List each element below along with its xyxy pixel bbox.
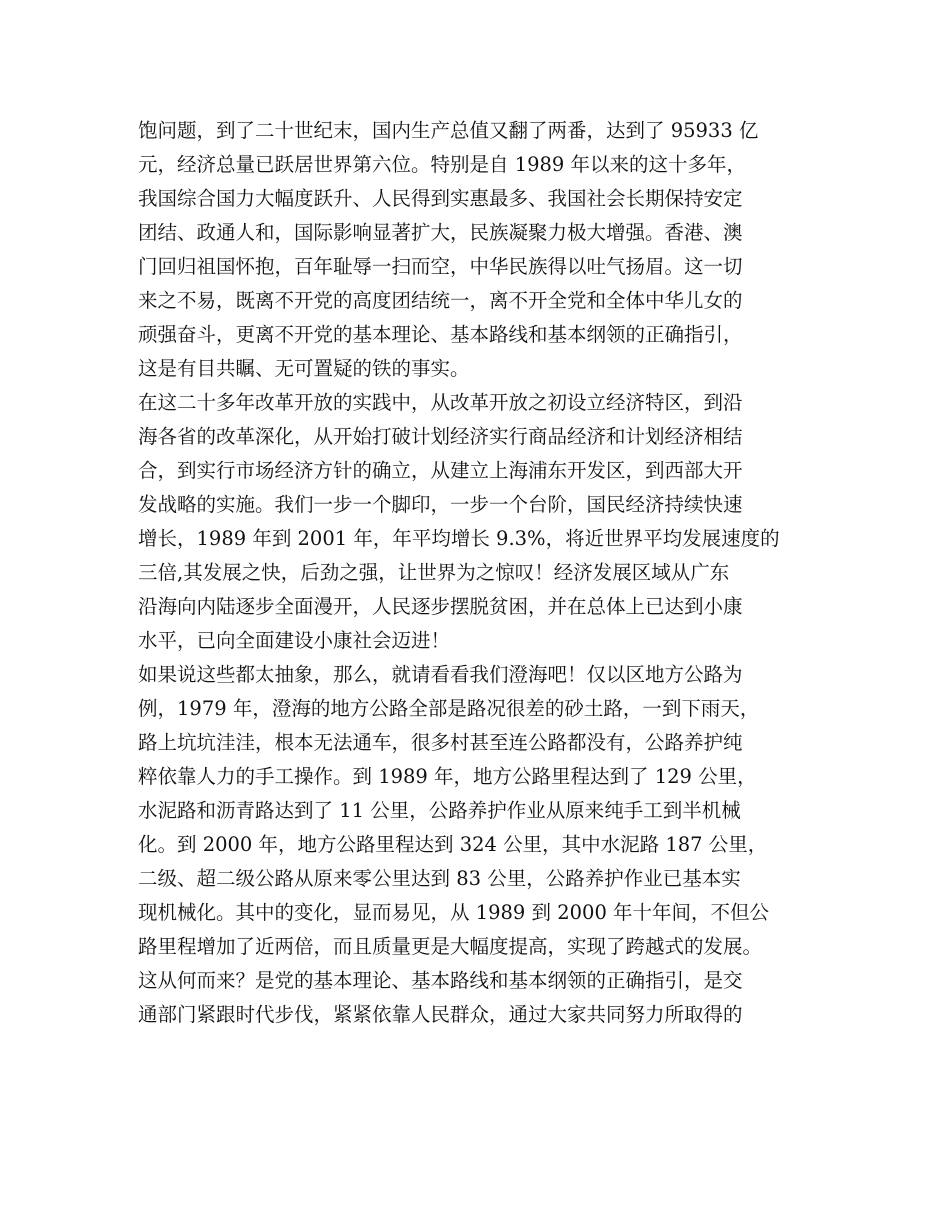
text-line: 如果说这些都太抽象，那么，就请看看我们澄海吧！仅以区地方公路为 — [138, 663, 743, 686]
paragraph-2 — [138, 386, 818, 658]
text-line: 合，到实行市场经济方针的确立，从建立上海浦东开发区，到西部大开 — [138, 459, 743, 482]
text-line: 沿海向内陆逐步全面漫开，人民逐步摆脱贫困，并在总体上已达到小康 — [138, 595, 743, 618]
paragraph-3 — [138, 658, 818, 1032]
text-line: 路里程增加了近两倍，而且质量更是大幅度提高，实现了跨越式的发展。 — [138, 935, 763, 958]
text-line: 在这二十多年改革开放的实践中，从改革开放之初设立经济特区，到沿 — [138, 391, 743, 414]
document-body — [138, 114, 818, 1032]
text-line: 路上坑坑洼洼，根本无法通车，很多村甚至连公路都没有，公路养护纯 — [138, 731, 743, 754]
text-line: 团结、政通人和，国际影响显著扩大，民族凝聚力极大增强。香港、澳 — [138, 221, 743, 244]
text-line: 海各省的改革深化，从开始打破计划经济实行商品经济和计划经济相结 — [138, 425, 743, 448]
paragraph-1 — [138, 114, 818, 386]
text-line: 二级、超二级公路从原来零公里达到 83 公里，公路养护作业已基本实 — [138, 867, 741, 890]
text-line: 饱问题，到了二十世纪末，国内生产总值又翻了两番，达到了 95933 亿 — [138, 119, 759, 142]
text-line: 我国综合国力大幅度跃升、人民得到实惠最多、我国社会长期保持安定 — [138, 187, 743, 210]
text-line: 增长，1989 年到 2001 年，年平均增长 9.3%，将近世界平均发展速度的 — [138, 527, 780, 550]
text-line: 化。到 2000 年，地方公路里程达到 324 公里，其中水泥路 187 公里， — [138, 833, 768, 856]
text-line: 这从何而来？是党的基本理论、基本路线和基本纲领的正确指引，是交 — [138, 969, 743, 992]
text-line: 三倍,其发展之快，后劲之强，让世界为之惊叹！经济发展区域从广东 — [138, 561, 730, 584]
text-line: 水泥路和沥青路达到了 11 公里，公路养护作业从原来纯手工到半机械 — [138, 799, 741, 822]
text-line: 元，经济总量已跃居世界第六位。特别是自 1989 年以来的这十多年， — [138, 153, 747, 176]
text-line: 通部门紧跟时代步伐，紧紧依靠人民群众，通过大家共同努力所取得的 — [138, 1003, 743, 1026]
text-line: 粹依靠人力的手工操作。到 1989 年，地方公路里程达到了 129 公里， — [138, 765, 757, 788]
text-line: 水平，已向全面建设小康社会迈进！ — [138, 629, 451, 652]
text-line: 门回归祖国怀抱，百年耻辱一扫而空，中华民族得以吐气扬眉。这一切 — [138, 255, 743, 278]
text-line: 例，1979 年，澄海的地方公路全部是路况很差的砂土路，一到下雨天， — [138, 697, 760, 720]
text-line: 这是有目共瞩、无可置疑的铁的事实。 — [138, 357, 470, 380]
text-line: 顽强奋斗，更离不开党的基本理论、基本路线和基本纲领的正确指引， — [138, 323, 743, 346]
text-line: 发战略的实施。我们一步一个脚印，一步一个台阶，国民经济持续快速 — [138, 493, 743, 516]
text-line: 现机械化。其中的变化，显而易见，从 1989 到 2000 年十年间，不但公 — [138, 901, 770, 924]
text-line: 来之不易，既离不开党的高度团结统一，离不开全党和全体中华儿女的 — [138, 289, 743, 312]
